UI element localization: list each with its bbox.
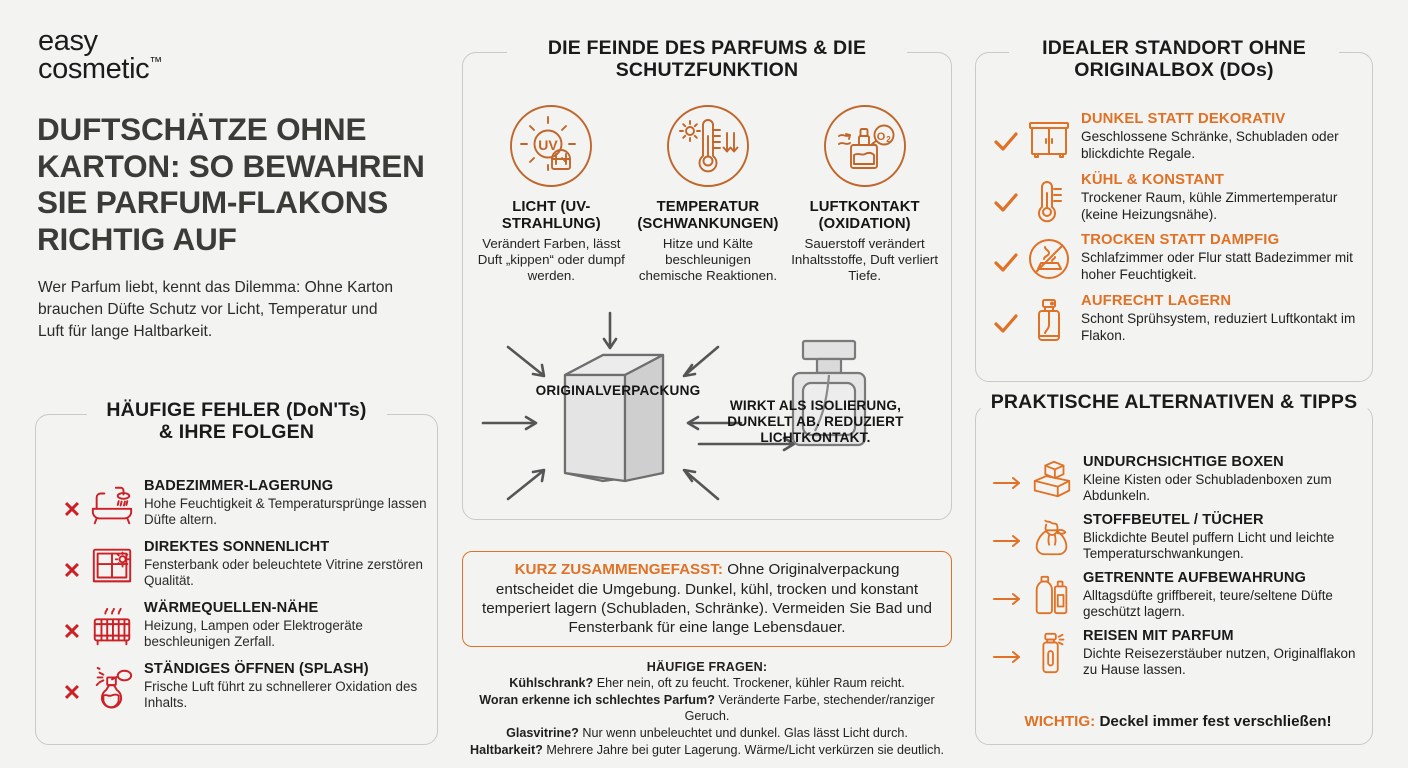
arrow-right-icon: [990, 512, 1026, 548]
list-item-text: [1076, 111, 1366, 163]
cabinet-icon: [1022, 111, 1076, 162]
arrow-right-icon: [990, 628, 1026, 664]
list-item: [990, 293, 1366, 345]
faq-answer: Nur wenn unbeleuchtet und dunkel. Glas lässt Licht durch.: [578, 726, 908, 741]
list-item-title: GETRENNTE AUFBEWAHRUNG: [1083, 570, 1306, 586]
check-icon: [990, 232, 1022, 274]
list-item-title: BADEZIMMER-LAGERUNG: [144, 478, 334, 494]
boxes-icon: [1026, 454, 1078, 502]
list-item-desc: Kleine Kisten oder Schubladenboxen zum Abdunkeln.: [1083, 471, 1332, 504]
arrow-right-icon: [990, 570, 1026, 606]
thermometer-cool-icon: [1022, 172, 1076, 223]
radiator-heat-icon: [86, 599, 138, 651]
list-item-text: [138, 538, 430, 590]
list-item-text: [1078, 512, 1366, 563]
dos-panel: [975, 36, 1373, 382]
list-item-desc: Dichte Reisezerstäuber nutzen, Originalflakon zu Hause lassen.: [1083, 645, 1356, 678]
donts-list: [58, 477, 430, 721]
summary-body: Ohne Originalverpackung entscheidet die Umgebung. Dunkel, kühl, trocken und konstant temperiert lagern (Schubladen, Schränke). Vermeiden Sie Bad und Fensterbank für eine lange Lebensdauer.: [482, 561, 932, 637]
enemy-desc: Verändert Farben, lässt Duft „kippen“ oder dumpf werden.: [477, 236, 625, 284]
cross-icon: ✕: [62, 680, 82, 705]
list-item-title: UNDURCHSICHTIGE BOXEN: [1083, 454, 1284, 470]
packaging-diagram: [473, 303, 943, 513]
summary-lead: KURZ ZUSAMMENGEFASST:: [514, 561, 723, 579]
summary-box: [462, 551, 952, 647]
thermometer-icon: [665, 103, 751, 189]
list-item: [58, 477, 430, 529]
faq-item: [462, 742, 952, 759]
bathtub-shower-icon: [86, 477, 138, 529]
list-item-title: DIREKTES SONNENLICHT: [144, 539, 330, 555]
enemy-title: TEMPERATUR (SCHWANKUNGEN): [637, 199, 779, 232]
tips-panel-title: PRAKTISCHE ALTERNATIVEN & TIPPS: [981, 392, 1368, 414]
svg-text:O: O: [876, 131, 885, 143]
tips-note-lead: WICHTIG:: [1024, 713, 1096, 730]
list-item-desc: Alltagsdüfte griffbereit, teure/seltene Düfte geschützt lagern.: [1083, 587, 1333, 620]
donts-panel-title: HÄUFIGE FEHLER (DoN'Ts) & IHRE FOLGEN: [87, 400, 387, 444]
list-item-text: [1076, 172, 1366, 224]
diagram-effect-label: WIRKT ALS ISOLIERUNG, DUNKELT AB. REDUZIERT LICHTKONTAKT.: [727, 398, 904, 446]
check-icon: [990, 172, 1022, 214]
arrow-right-icon: [990, 454, 1026, 490]
list-item: [58, 660, 430, 712]
faq-heading: HÄUFIGE FRAGEN:: [646, 660, 768, 674]
dos-panel-title: IDEALER STANDORT OHNE ORIGINALBOX (DOs): [1009, 38, 1339, 82]
list-item: [990, 628, 1366, 679]
faq-item: [462, 725, 952, 742]
list-item-desc: Schont Sprühsystem, reduziert Luftkontakt im Flakon.: [1081, 311, 1356, 343]
fabric-pouch-icon: [1026, 512, 1078, 560]
faq-question: Kühlschrank?: [509, 676, 594, 690]
dos-list: [990, 111, 1366, 354]
list-item-title: WÄRMEQUELLEN-NÄHE: [144, 600, 319, 616]
brand-line-2: cosmetic™: [38, 52, 163, 85]
brand-logo: [38, 25, 163, 85]
list-item-title: DUNKEL STATT DEKORATIV: [1081, 111, 1286, 127]
tips-note: [990, 713, 1366, 730]
enemies-panel-title: DIE FEINDE DES PARFUMS & DIE SCHUTZFUNKTION: [507, 38, 907, 82]
enemy-item: [789, 103, 941, 284]
faq-item: [462, 675, 952, 692]
perfume-splash-icon: [86, 660, 138, 712]
list-item-desc: Heizung, Lampen oder Elektrogeräte beschleunigen Zerfall.: [144, 617, 363, 650]
oxygen-bottle-icon: [822, 103, 908, 189]
list-item-text: [138, 660, 430, 712]
list-item-text: [1076, 293, 1366, 345]
brand-line-1: easy: [38, 25, 98, 57]
list-item-title: KÜHL & KONSTANT: [1081, 171, 1225, 188]
enemy-desc: Sauerstoff verändert Inhaltsstoffe, Duft verliert Tiefe.: [791, 236, 939, 284]
page-title: DUFTSCHÄTZE OHNE KARTON: SO BEWAHREN SIE PARFUM-FLAKONS RICHTIG AUF: [37, 111, 425, 257]
cross-icon: ✕: [62, 558, 82, 583]
list-item: [58, 538, 430, 590]
travel-atomizer-icon: [1026, 628, 1078, 676]
faq-answer: Veränderte Farbe, stechender/ranziger Geruch.: [684, 692, 935, 724]
diagram-box-label: ORIGINALVERPACKUNG: [535, 383, 701, 398]
list-item-desc: Hohe Feuchtigkeit & Temperatursprünge lassen Düfte altern.: [144, 495, 427, 528]
cross-icon: ✕: [62, 497, 82, 522]
list-item-text: [1078, 628, 1366, 679]
check-icon: [990, 293, 1022, 335]
list-item-title: TROCKEN STATT DAMPFIG: [1081, 232, 1280, 249]
faq-question: Haltbarkeit?: [470, 742, 543, 757]
list-item-title: AUFRECHT LAGERN: [1081, 293, 1232, 310]
list-item: [990, 570, 1366, 621]
list-item-text: [1076, 232, 1366, 284]
donts-panel: [35, 398, 438, 745]
list-item-title: STOFFBEUTEL / TÜCHER: [1083, 512, 1264, 528]
list-item-desc: Blickdichte Beutel puffern Licht und leichte Temperaturschwankungen.: [1083, 529, 1335, 562]
list-item: [990, 172, 1366, 224]
enemy-item: [632, 103, 784, 284]
tips-list: [990, 454, 1366, 686]
faq-item: [462, 692, 952, 725]
upright-bottle-icon: [1022, 293, 1076, 344]
list-item: [990, 111, 1366, 163]
list-item: [990, 454, 1366, 505]
enemies-grid: [473, 103, 943, 284]
cross-icon: ✕: [62, 619, 82, 644]
svg-text:UV: UV: [538, 137, 559, 153]
list-item-text: [1078, 454, 1366, 505]
intro-paragraph: Wer Parfum liebt, kennt das Dilemma: Ohne Karton brauchen Düfte Schutz vor Licht, Temperatur und Luft für lange Haltbarkeit.: [38, 279, 394, 341]
list-item: [990, 232, 1366, 284]
faq-question: Glasvitrine?: [506, 726, 579, 741]
list-item-desc: Geschlossene Schränke, Schubladen oder blickdichte Regale.: [1081, 129, 1339, 161]
uv-sun-icon: [508, 103, 594, 189]
enemy-title: LUFTKONTAKT (OXIDATION): [809, 199, 920, 232]
list-item-text: [138, 599, 430, 651]
list-item-desc: Fensterbank oder beleuchtete Vitrine zerstören Qualität.: [144, 556, 423, 589]
tips-panel: [975, 390, 1373, 745]
faq-block: [462, 660, 952, 759]
list-item: [58, 599, 430, 651]
list-item-desc: Frische Luft führt zu schnellerer Oxidation des Inhalts.: [144, 678, 418, 711]
list-item: [990, 512, 1366, 563]
list-item-desc: Trockener Raum, kühle Zimmertemperatur (keine Heizungsnähe).: [1081, 189, 1338, 222]
faq-answer: Eher nein, oft zu feucht. Trockener, kühler Raum reicht.: [593, 676, 905, 690]
list-item-text: [1078, 570, 1366, 621]
faq-question: Woran erkenne ich schlechtes Parfum?: [479, 692, 715, 707]
list-item-title: STÄNDIGES ÖFFNEN (SPLASH): [144, 661, 369, 677]
list-item-desc: Schlafzimmer oder Flur statt Badezimmer mit hoher Feuchtigkeit.: [1081, 250, 1353, 283]
list-item-text: [138, 477, 430, 529]
svg-text:2: 2: [885, 135, 891, 144]
two-bottles-icon: [1026, 570, 1078, 618]
enemy-title: LICHT (UV-STRAHLUNG): [501, 199, 601, 232]
window-sun-icon: [86, 538, 138, 590]
enemy-desc: Hitze und Kälte beschleunigen chemische Reaktionen.: [638, 236, 778, 284]
trademark-symbol: ™: [149, 53, 163, 69]
faq-answer: Mehrere Jahre bei guter Lagerung. Wärme/Licht verkürzen sie deutlich.: [542, 742, 944, 757]
enemy-item: [475, 103, 627, 284]
check-icon: [990, 111, 1022, 153]
list-item-title: REISEN MIT PARFUM: [1083, 628, 1234, 644]
no-steam-icon: [1022, 232, 1076, 283]
summary-text: [479, 560, 935, 637]
enemies-panel: [462, 36, 952, 520]
tips-note-body: Deckel immer fest verschließen!: [1095, 713, 1332, 730]
